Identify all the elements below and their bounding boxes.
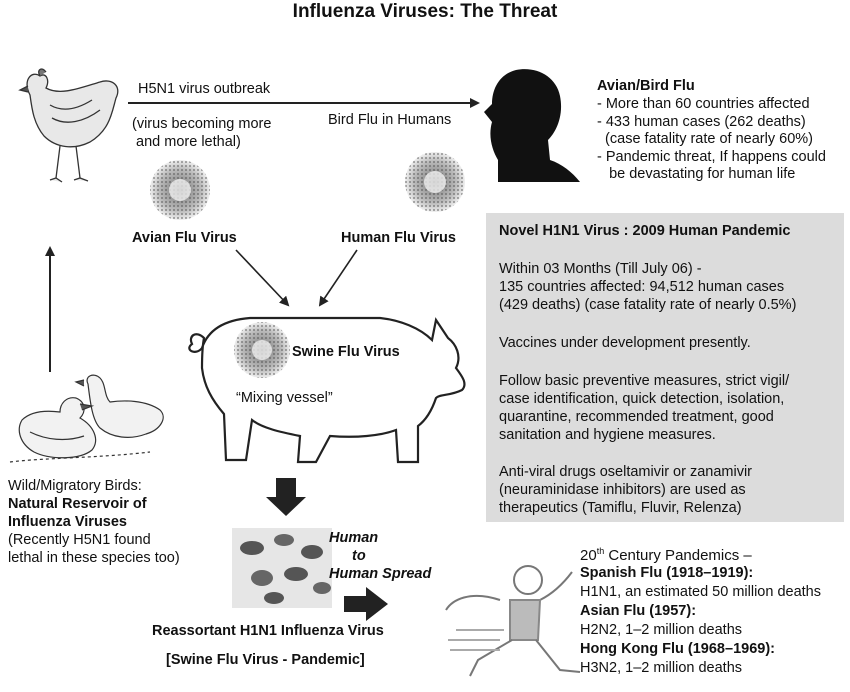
pandemic-detail: H1N1, an estimated 50 million deaths: [580, 584, 821, 600]
wild-birds-label: Wild/Migratory Birds:: [8, 478, 142, 494]
pandemics-heading-num: 20: [580, 547, 597, 564]
bird-flu-humans-label: Bird Flu in Humans: [328, 112, 452, 128]
avian-bird-flu-line: - Pandemic threat, If happens could: [597, 149, 826, 165]
human-silhouette: [484, 69, 580, 182]
pandemics-heading-rest: Century Pandemics –: [604, 547, 752, 564]
novel-h1n1-text: sanitation and hygiene measures.: [499, 427, 716, 443]
page-title: Influenza Viruses: The Threat: [292, 1, 558, 22]
avian-virus-label: Avian Flu Virus: [132, 230, 237, 246]
running-man-illustration: [446, 566, 580, 676]
novel-h1n1-text: Anti-viral drugs oseltamivir or zanamivir: [499, 464, 753, 480]
pandemics-heading: [580, 547, 752, 564]
virus-micrograph: [232, 528, 332, 608]
novel-h1n1-text: Within 03 Months (Till July 06) -: [499, 261, 702, 277]
spread-label-line3: Human Spread: [329, 566, 432, 582]
pandemic-name: Spanish Flu (1918–1919):: [580, 565, 754, 581]
wild-birds-note: (Recently H5N1 found: [8, 532, 151, 548]
spread-label-line2: to: [352, 548, 366, 564]
pandemics-heading-sup: th: [596, 546, 605, 556]
novel-h1n1-text: quarantine, recommended treatment, good: [499, 409, 774, 425]
outbreak-label: H5N1 virus outbreak: [138, 81, 271, 97]
avian-virus-icon: [150, 160, 210, 220]
down-block-arrow: [266, 478, 306, 516]
human-to-pig-arrow: [320, 250, 357, 305]
hen-illustration: [20, 69, 118, 182]
pandemic-name: Asian Flu (1957):: [580, 603, 697, 619]
avian-bird-flu-line: - 433 human cases (262 deaths): [597, 114, 806, 130]
human-virus-label: Human Flu Virus: [341, 230, 456, 246]
avian-bird-flu-heading: Avian/Bird Flu: [597, 78, 695, 94]
wild-birds-note: lethal in these species too): [8, 550, 180, 566]
novel-h1n1-heading: Novel H1N1 Virus : 2009 Human Pandemic: [499, 223, 791, 239]
avian-to-pig-arrow: [236, 250, 288, 305]
novel-h1n1-text: 135 countries affected: 94,512 human cases: [499, 279, 785, 295]
novel-h1n1-text: (429 deaths) (case fatality rate of nearly 0.5%): [499, 297, 797, 313]
pandemic-detail: H2N2, 1–2 million deaths: [580, 622, 743, 638]
natural-reservoir-label: Natural Reservoir of: [8, 496, 147, 512]
novel-h1n1-text: Vaccines under development presently.: [499, 335, 751, 351]
pandemic-detail: H3N2, 1–2 million deaths: [580, 660, 743, 676]
swine-pandemic-label: [Swine Flu Virus - Pandemic]: [166, 652, 365, 668]
outbreak-note-line1: (virus becoming more: [132, 116, 272, 132]
swine-virus-label: Swine Flu Virus: [292, 344, 400, 360]
reassortant-label: Reassortant H1N1 Influenza Virus: [152, 623, 384, 639]
spread-label-line1: Human: [329, 530, 379, 546]
influenza-viruses-label: Influenza Viruses: [8, 514, 127, 530]
pandemic-name: Hong Kong Flu (1968–1969):: [580, 641, 775, 657]
outbreak-note-line2: and more lethal): [132, 134, 241, 150]
human-virus-icon: [405, 152, 465, 212]
mixing-vessel-label: “Mixing vessel”: [236, 390, 333, 406]
ducks-illustration: [10, 375, 163, 462]
novel-h1n1-text: case identification, quick detection, isolation,: [499, 391, 785, 407]
novel-h1n1-text: therapeutics (Tamiflu, Fluvir, Relenza): [499, 500, 742, 516]
avian-bird-flu-line: (case fatality rate of nearly 60%): [597, 131, 813, 147]
swine-virus-icon: [234, 322, 290, 378]
novel-h1n1-text: (neuraminidase inhibitors) are used as: [499, 482, 746, 498]
avian-bird-flu-line: - More than 60 countries affected: [597, 96, 810, 112]
novel-h1n1-box: [486, 213, 844, 522]
novel-h1n1-text: Follow basic preventive measures, strict vigil/: [499, 373, 790, 389]
right-block-arrow: [344, 587, 388, 621]
avian-bird-flu-line: be devastating for human life: [597, 166, 796, 182]
